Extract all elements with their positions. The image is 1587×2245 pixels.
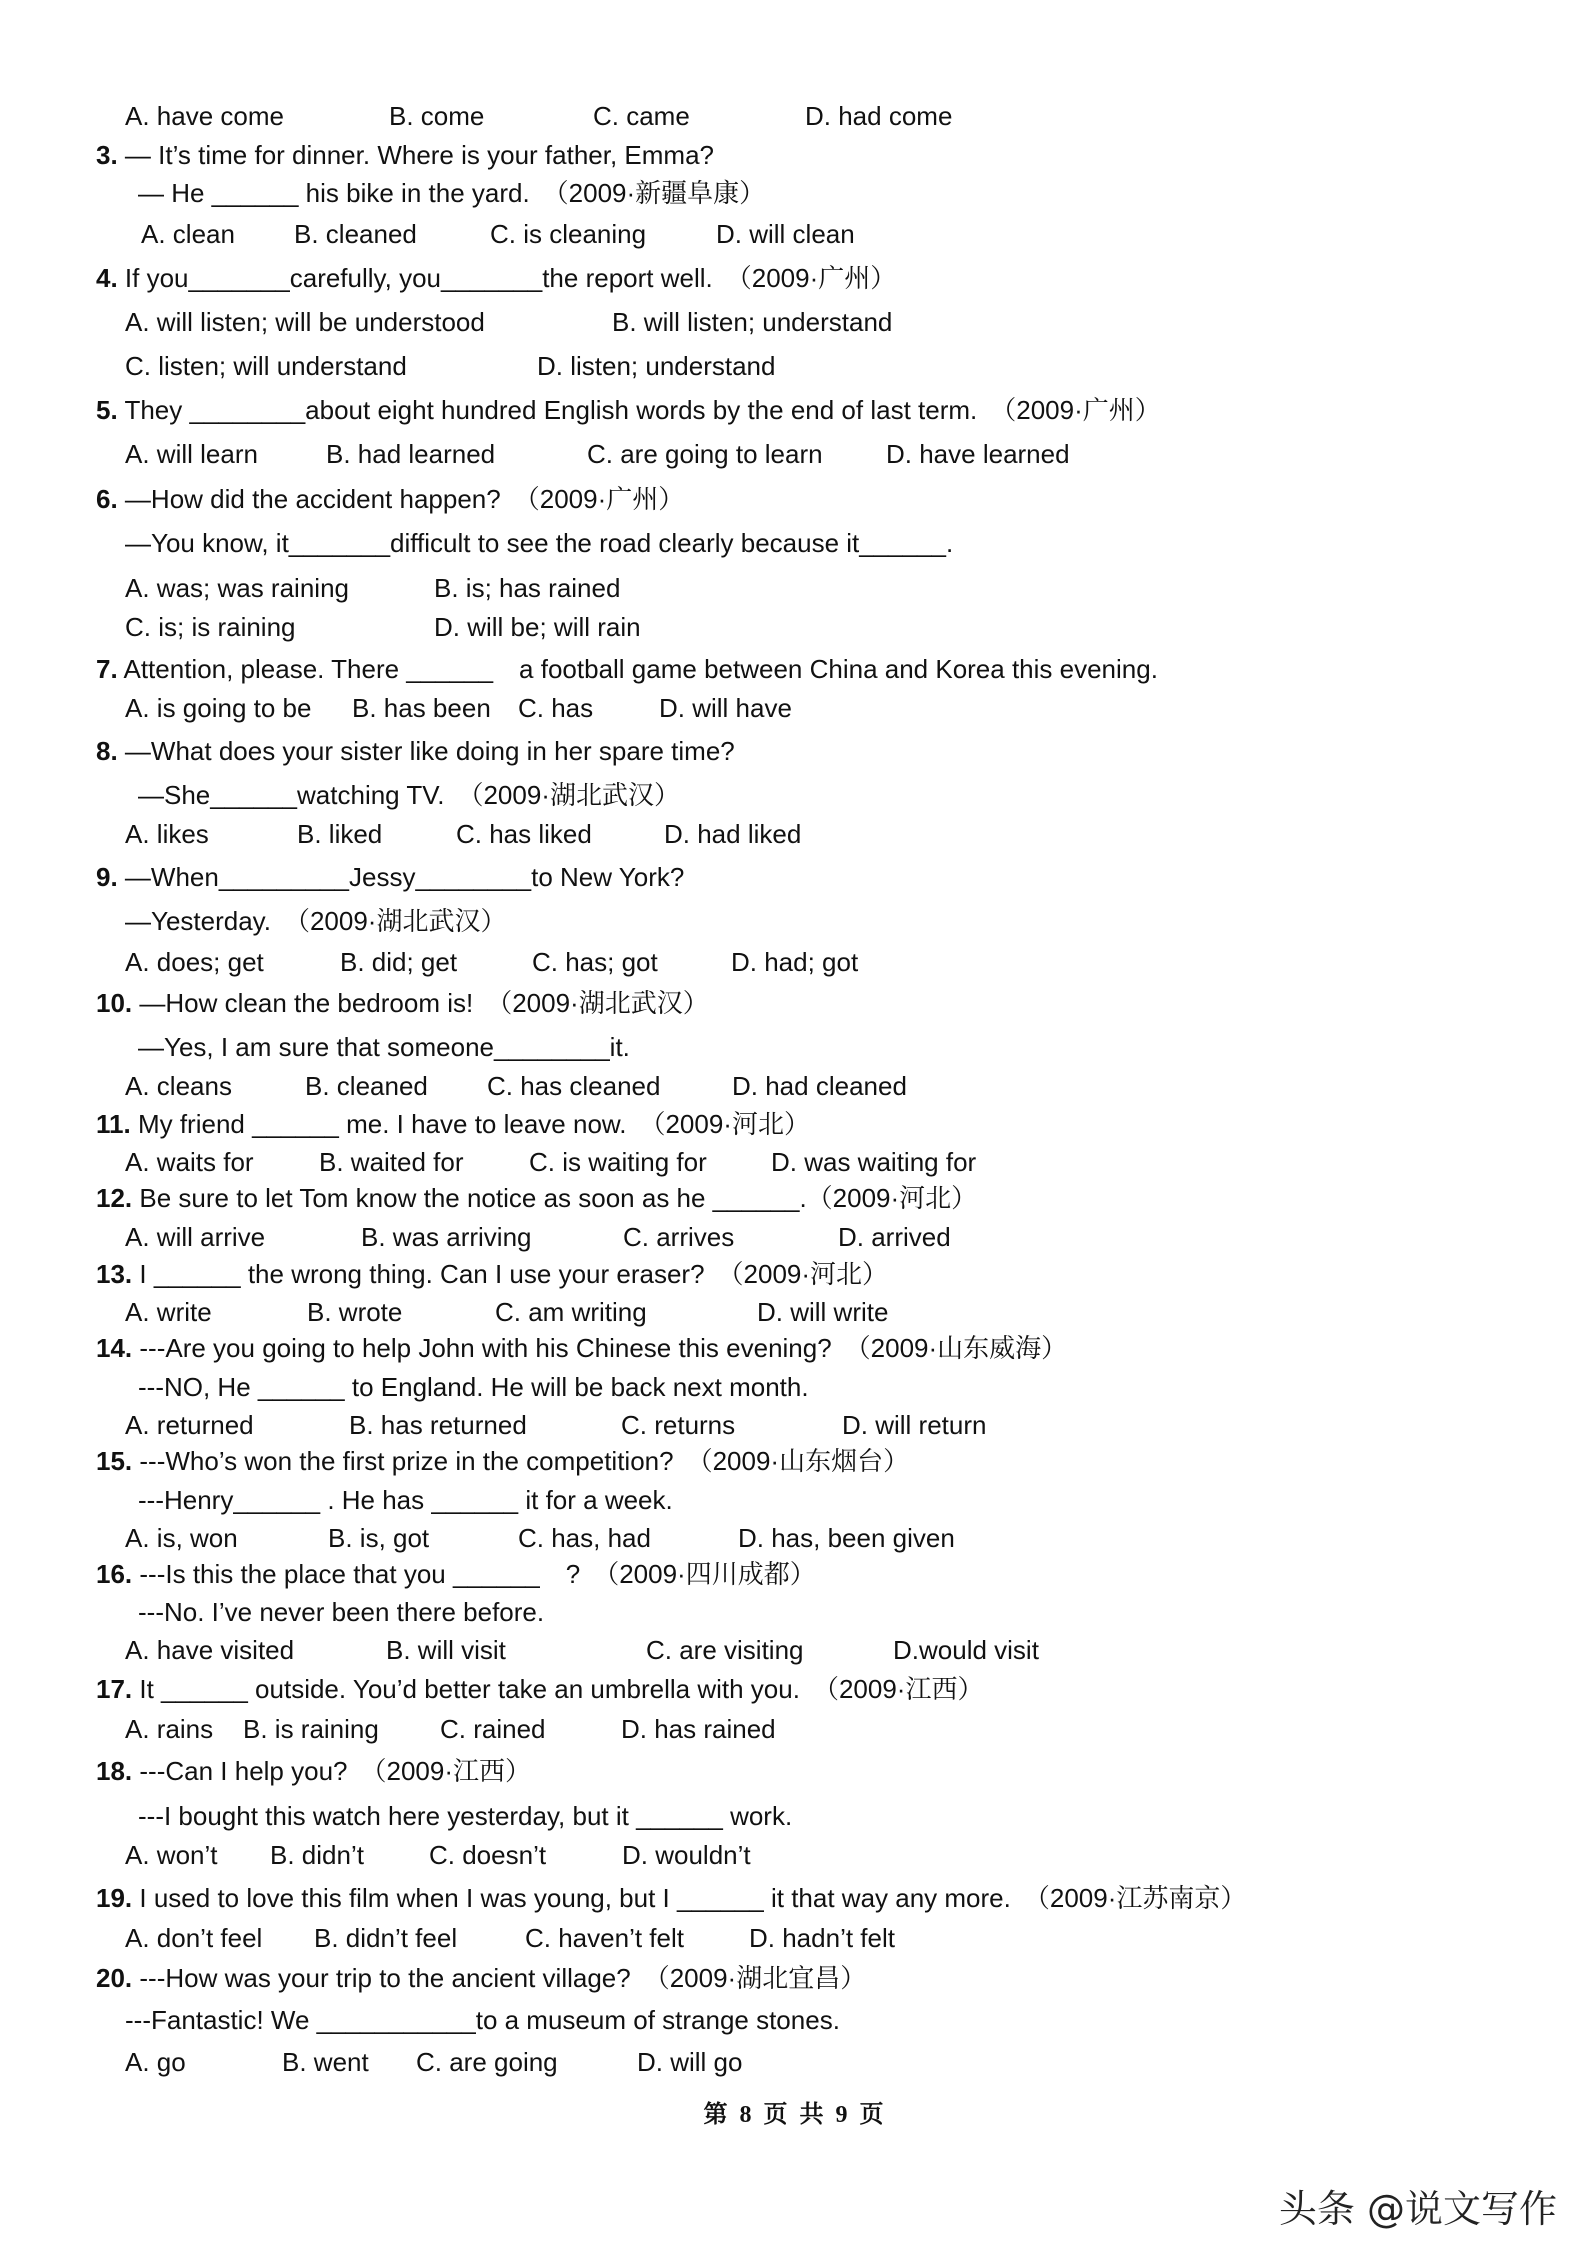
question-15-stem: [96, 1445, 909, 1477]
question-number: 13.: [96, 1259, 133, 1289]
option: B. has returned: [349, 1410, 527, 1440]
question-text: ---I bought this watch here yesterday, but it ______ work.: [138, 1801, 793, 1831]
question-text: I ______ the wrong thing. Can I use your eraser? （2009·河北）: [139, 1259, 889, 1289]
option: A. have visited: [125, 1635, 295, 1665]
question-text: —When_________Jessy________to New York?: [124, 862, 685, 892]
question-text: —She______watching TV. （2009·湖北武汉）: [138, 780, 680, 810]
option: D. had cleaned: [732, 1071, 907, 1101]
option: B. has been: [352, 693, 491, 723]
question-text: ---How was your trip to the ancient village? （2009·湖北宜昌）: [139, 1963, 867, 1993]
option: A. have come: [125, 101, 284, 131]
question-text: —Yes, I am sure that someone________it.: [138, 1032, 630, 1062]
question-19-stem: [96, 1882, 1246, 1914]
option: A. cleans: [125, 1071, 232, 1101]
option: D. has, been given: [738, 1523, 955, 1553]
option: A. does; get: [125, 947, 264, 977]
option: B. cleaned: [294, 219, 417, 249]
question-number: 12.: [96, 1183, 133, 1213]
question-3-stem: [96, 139, 714, 171]
option: B. cleaned: [305, 1071, 428, 1101]
option: C. am writing: [495, 1297, 647, 1327]
question-text: ---Fantastic! We ___________to a museum of strange stones.: [125, 2005, 840, 2035]
option: A. clean: [141, 219, 235, 249]
option: B. wrote: [307, 1297, 403, 1327]
option: C. doesn’t: [429, 1840, 547, 1870]
option: A. returned: [125, 1410, 254, 1440]
option: B. went: [282, 2047, 369, 2077]
question-text: Attention, please. There ______ a football game between China and Korea this evening.: [123, 654, 1158, 684]
option: A. won’t: [125, 1840, 218, 1870]
option: B. was arriving: [361, 1222, 532, 1252]
option: C. has liked: [456, 819, 592, 849]
option: C. has cleaned: [487, 1071, 661, 1101]
question-text: —You know, it_______difficult to see the road clearly because it______.: [125, 528, 954, 558]
question-18-stem: [96, 1755, 531, 1787]
option: D. wouldn’t: [622, 1840, 751, 1870]
question-text: — It’s time for dinner. Where is your father, Emma?: [124, 140, 714, 170]
question-4-stem: [96, 262, 896, 294]
question-text: Be sure to let Tom know the notice as soon as he ______.（2009·河北）: [139, 1183, 978, 1213]
question-number: 17.: [96, 1674, 133, 1704]
option: D. will be; will rain: [434, 612, 641, 642]
option: C. haven’t felt: [525, 1923, 684, 1953]
option: B. come: [389, 101, 485, 131]
question-number: 6.: [96, 484, 118, 514]
option: A. is, won: [125, 1523, 238, 1553]
question-text: I used to love this film when I was young, but I ______ it that way any more. （2009·江苏南京）: [139, 1883, 1247, 1913]
question-17-stem: [96, 1673, 983, 1705]
option: C. returns: [621, 1410, 736, 1440]
question-text: —How did the accident happen? （2009·广州）: [124, 484, 685, 514]
question-text: — He ______ his bike in the yard. （2009·新疆阜康）: [138, 178, 766, 208]
option: D. had come: [805, 101, 953, 131]
option: A. was; was raining: [125, 573, 349, 603]
question-number: 11.: [96, 1109, 131, 1139]
question-text: ---NO, He ______ to England. He will be back next month.: [138, 1372, 809, 1402]
option: C. are going: [416, 2047, 558, 2077]
question-text: If you_______carefully, you_______the report well. （2009·广州）: [124, 263, 897, 293]
option: D. will return: [842, 1410, 987, 1440]
option: C. are going to learn: [587, 439, 823, 469]
option: C. rained: [440, 1714, 546, 1744]
question-7-stem: [96, 653, 1158, 685]
question-text: My friend ______ me. I have to leave now. （2009·河北）: [137, 1109, 810, 1139]
option: B. will listen; understand: [612, 307, 893, 337]
option: D. arrived: [838, 1222, 951, 1252]
option: A. rains: [125, 1714, 214, 1744]
question-text: —How clean the bedroom is! （2009·湖北武汉）: [139, 988, 709, 1018]
option: D. has rained: [621, 1714, 776, 1744]
question-13-stem: [96, 1258, 888, 1290]
question-number: 20.: [96, 1963, 133, 1993]
question-text: ---No. I’ve never been there before.: [138, 1597, 545, 1627]
option: B. didn’t feel: [314, 1923, 458, 1953]
question-8-stem: [96, 735, 735, 767]
option: A. write: [125, 1297, 212, 1327]
option: C. listen; will understand: [125, 351, 407, 381]
question-6-stem: [96, 483, 684, 515]
option: B. is raining: [243, 1714, 379, 1744]
option: A. will listen; will be understood: [125, 307, 485, 337]
question-text: It ______ outside. You’d better take an umbrella with you. （2009·江西）: [139, 1674, 984, 1704]
question-number: 3.: [96, 140, 118, 170]
question-number: 9.: [96, 862, 118, 892]
watermark: 头条 @说文写作: [1278, 2187, 1557, 2231]
question-12-stem: [96, 1182, 977, 1214]
question-text: ---Is this the place that you ______ ? （2009·四川成都）: [139, 1559, 816, 1589]
question-text: ---Henry______ . He has ______ it for a week.: [138, 1485, 673, 1515]
option: B. waited for: [319, 1147, 464, 1177]
option: C. is cleaning: [490, 219, 647, 249]
option: C. came: [593, 101, 690, 131]
question-20-stem: [96, 1962, 866, 1994]
option: D. will write: [757, 1297, 889, 1327]
question-number: 5.: [96, 395, 118, 425]
question-text: They ________about eight hundred English words by the end of last term. （2009·广州）: [124, 395, 1161, 425]
option: D. will go: [637, 2047, 743, 2077]
option: C. is; is raining: [125, 612, 296, 642]
question-number: 4.: [96, 263, 118, 293]
option: A. will arrive: [125, 1222, 266, 1252]
option: C. is waiting for: [529, 1147, 707, 1177]
option: B. is, got: [328, 1523, 430, 1553]
option: D. will clean: [716, 219, 855, 249]
option: C. has, had: [518, 1523, 651, 1553]
option: A. go: [125, 2047, 186, 2077]
option: D.would visit: [893, 1635, 1039, 1665]
option: B. is; has rained: [434, 573, 621, 603]
question-14-stem: [96, 1332, 1067, 1364]
question-10-stem: [96, 987, 709, 1019]
option: D. have learned: [886, 439, 1070, 469]
question-text: ---Who’s won the first prize in the competition? （2009·山东烟台）: [139, 1446, 910, 1476]
option: C. has: [518, 693, 594, 723]
question-9-stem: [96, 861, 684, 893]
question-text: ---Can I help you? （2009·江西）: [139, 1756, 531, 1786]
question-5-stem: [96, 394, 1161, 426]
option: B. did; get: [340, 947, 458, 977]
option: D. will have: [659, 693, 792, 723]
option: A. don’t feel: [125, 1923, 263, 1953]
option: C. arrives: [623, 1222, 735, 1252]
option: D. hadn’t felt: [749, 1923, 895, 1953]
option: C. are visiting: [646, 1635, 804, 1665]
option: D. was waiting for: [771, 1147, 977, 1177]
question-number: 19.: [96, 1883, 133, 1913]
option: B. liked: [297, 819, 383, 849]
question-number: 16.: [96, 1559, 133, 1589]
question-text: —Yesterday. （2009·湖北武汉）: [125, 906, 507, 936]
question-text: —What does your sister like doing in her spare time?: [124, 736, 735, 766]
option: A. likes: [125, 819, 209, 849]
question-11-stem: [96, 1108, 810, 1140]
question-number: 14.: [96, 1333, 133, 1363]
question-number: 7.: [96, 654, 118, 684]
option: A. waits for: [125, 1147, 254, 1177]
option: D. had liked: [664, 819, 802, 849]
question-16-stem: [96, 1558, 816, 1590]
option: D. listen; understand: [537, 351, 776, 381]
page-footer: 第 8 页 共 9 页: [703, 2102, 884, 2128]
question-text: ---Are you going to help John with his Chinese this evening? （2009·山东威海）: [139, 1333, 1068, 1363]
option: A. will learn: [125, 439, 258, 469]
question-number: 15.: [96, 1446, 133, 1476]
question-number: 18.: [96, 1756, 133, 1786]
option: A. is going to be: [125, 693, 312, 723]
question-number: 10.: [96, 988, 133, 1018]
option: D. had; got: [731, 947, 859, 977]
question-number: 8.: [96, 736, 118, 766]
option: B. will visit: [386, 1635, 506, 1665]
option: B. had learned: [326, 439, 496, 469]
option: C. has; got: [532, 947, 658, 977]
option: B. didn’t: [270, 1840, 364, 1870]
